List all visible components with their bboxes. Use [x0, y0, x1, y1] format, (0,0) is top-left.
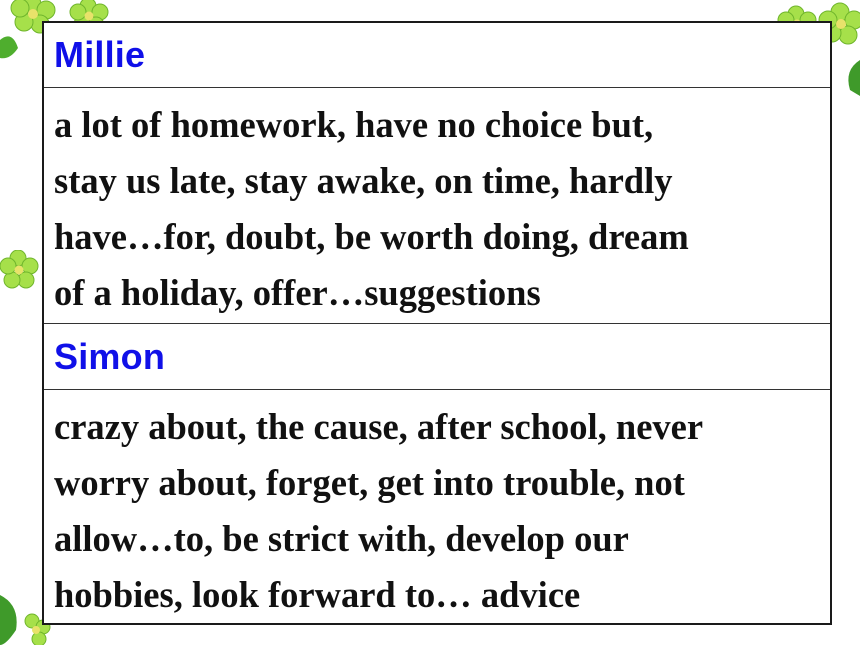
vocabulary-table [42, 21, 832, 625]
section-body-millie [44, 87, 830, 323]
flower-left-middle [0, 250, 42, 300]
phrase-line: have…for, doubt, be worth doing, dream [54, 216, 689, 257]
section-header-millie [44, 23, 830, 87]
phrase-line: worry about, forget, get into trouble, not [54, 462, 685, 503]
phrase-line: stay us late, stay awake, on time, hardly [54, 160, 673, 201]
phrase-line: hobbies, look forward to… advice [54, 574, 581, 615]
section-name: Simon [54, 335, 166, 377]
phrase-line: crazy about, the cause, after school, never [54, 406, 704, 447]
phrase-line: allow…to, be strict with, develop our [54, 518, 629, 559]
section-name: Millie [54, 34, 146, 75]
phrase-line: of a holiday, offer…suggestions [54, 272, 541, 313]
section-body-simon [44, 389, 830, 623]
section-header-simon [44, 323, 830, 389]
phrase-line: a lot of homework, have no choice but, [54, 104, 654, 145]
